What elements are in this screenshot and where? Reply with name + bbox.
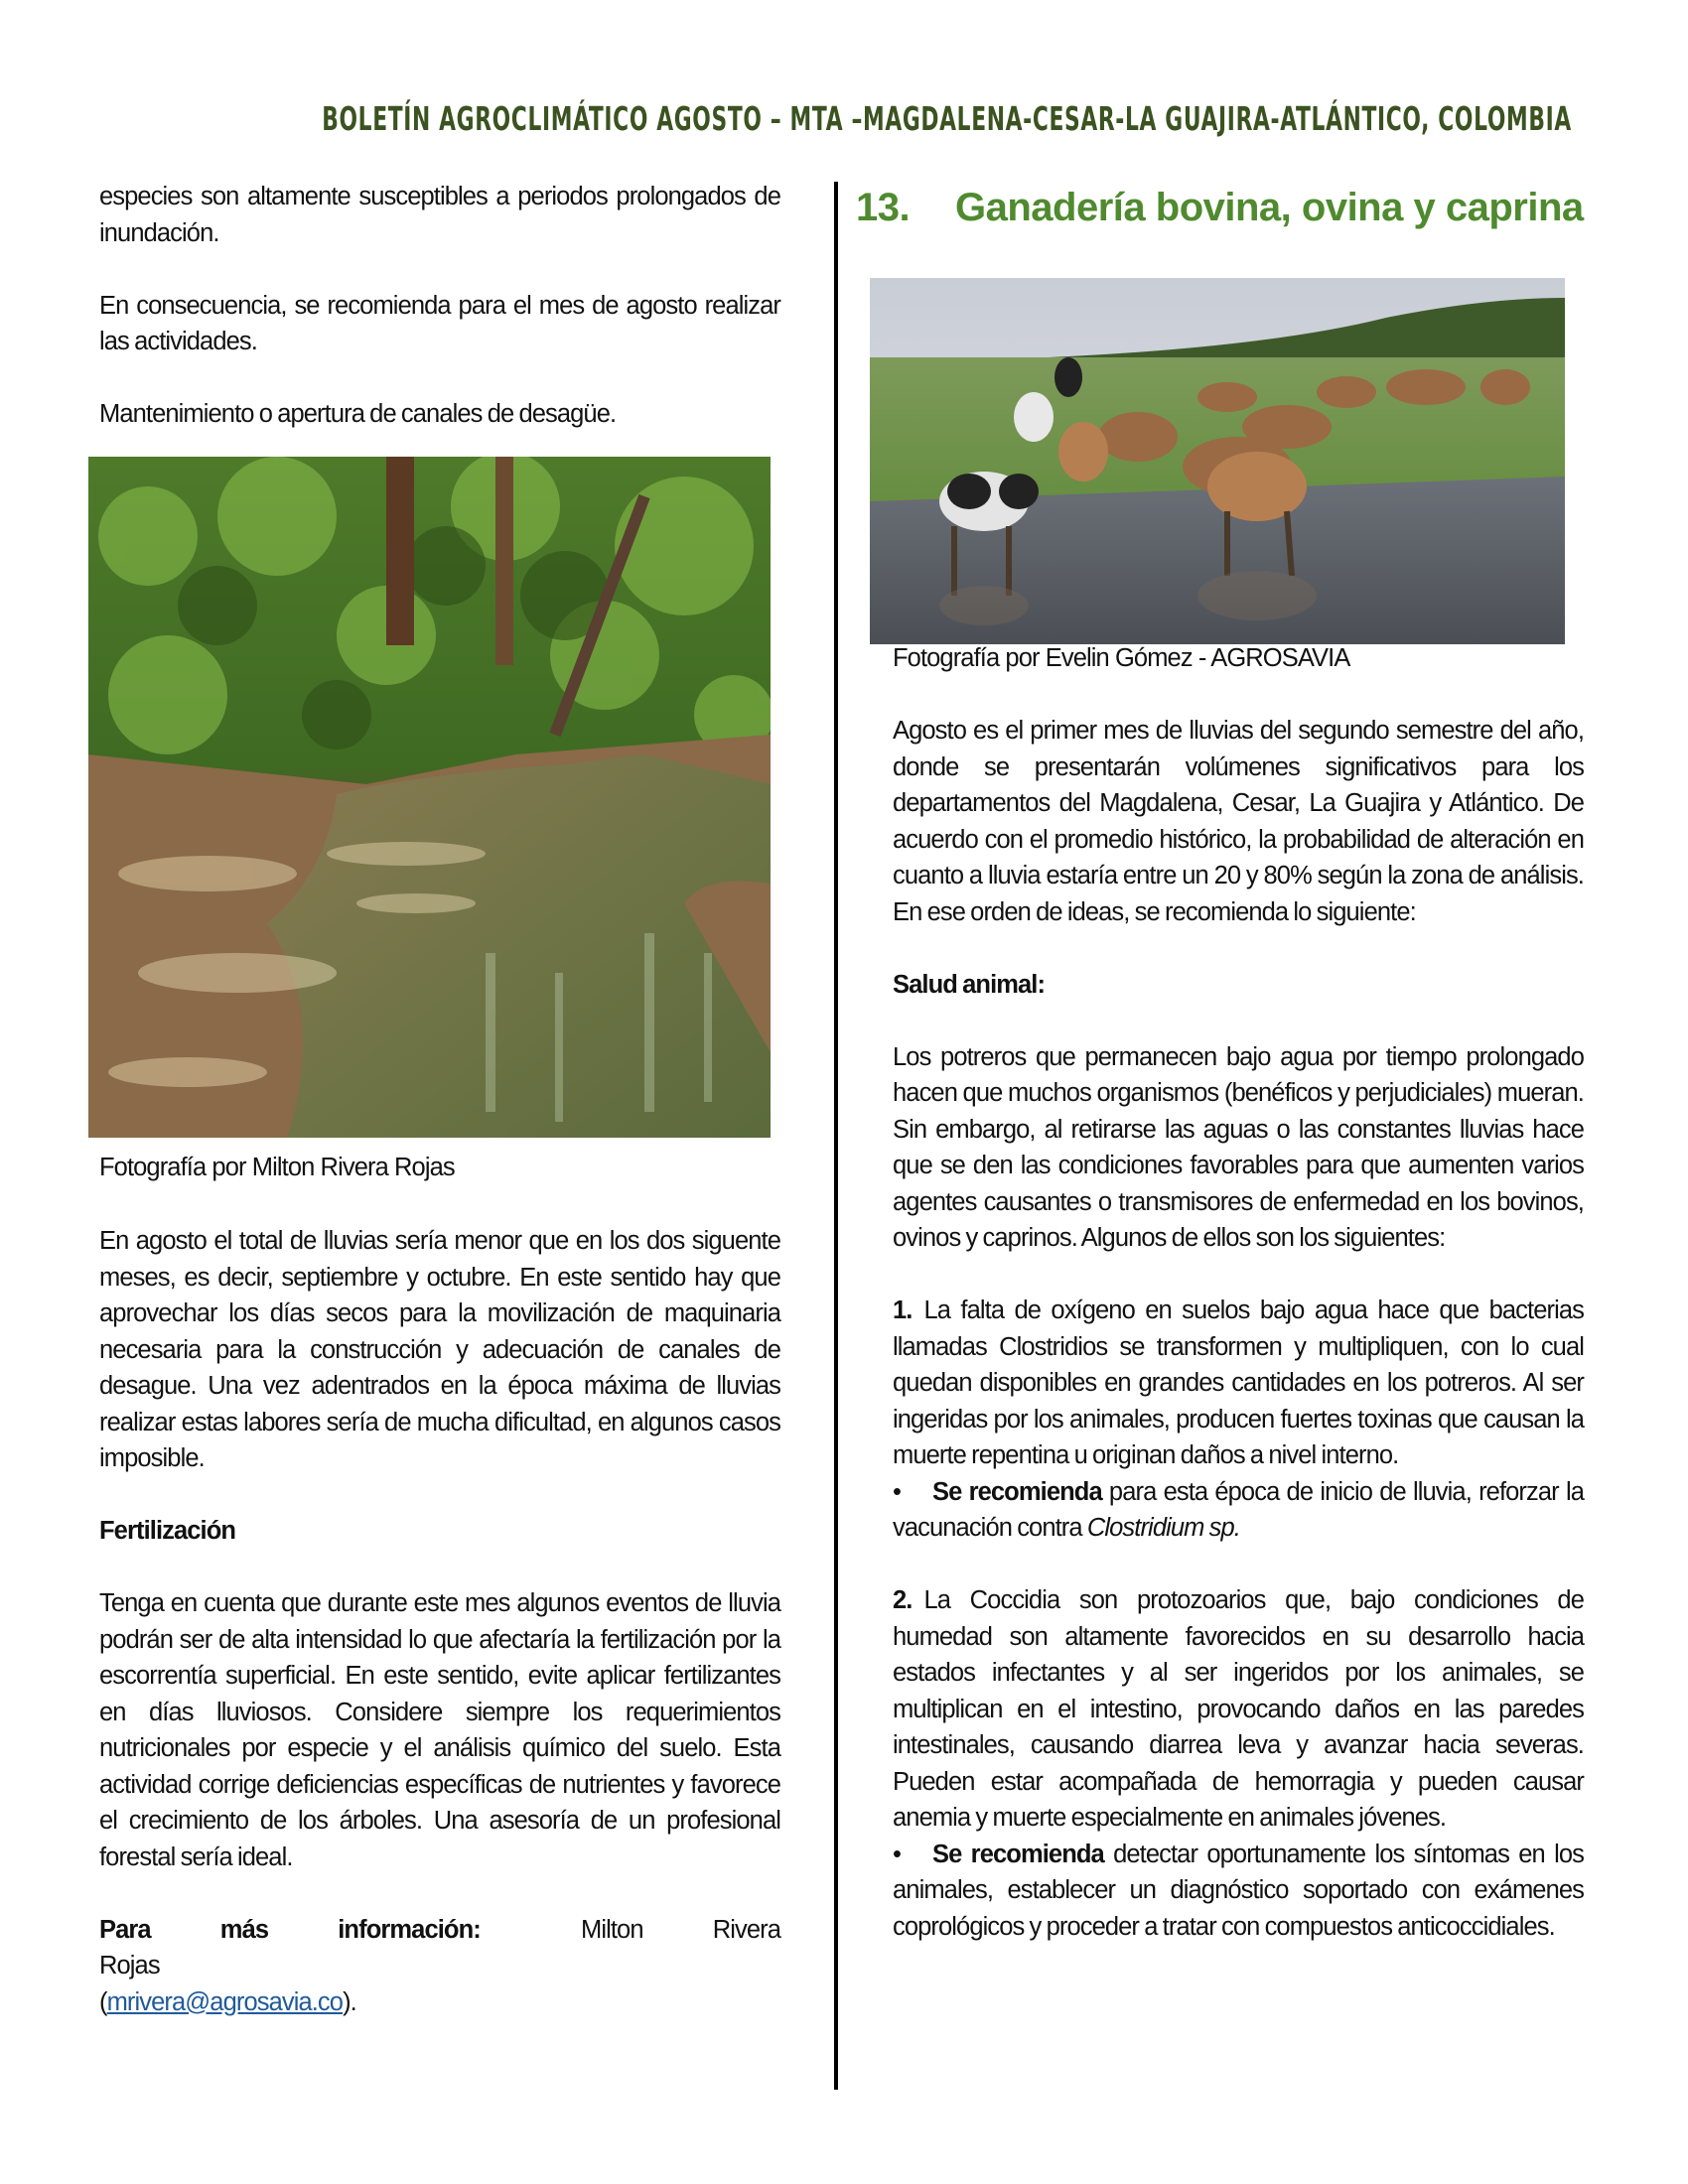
item-2-text xyxy=(893,1582,1584,1837)
item-1-recommendation xyxy=(893,1474,1584,1547)
health-heading: Salud animal: xyxy=(893,970,1046,999)
activity-line: Mantenimiento o apertura de canales de desagüe. xyxy=(99,400,617,428)
left-column-lower xyxy=(99,1223,780,2020)
right-column-body xyxy=(893,713,1584,1945)
recommendation-intro: En consecuencia, se recomienda para el mes de agosto realizar las actividades. xyxy=(99,291,780,355)
item-2-number: 2. xyxy=(893,1586,913,1614)
item-1-rec-bold: Se recomienda xyxy=(932,1477,1102,1506)
left-column xyxy=(99,179,780,433)
contact-name: Milton Rivera Rojas xyxy=(99,1915,780,1979)
right-photo-caption-block xyxy=(893,640,1349,676)
rain-paragraph: En agosto el total de lluvias sería menor que en los dos siguente meses, es decir, septiembre y octubre. En este sentido hay que aprovechar los días secos para la movilización de maquinaria necesaria para la construcción y adecuación de canales de desague. Una vez adentrados en la época máxima de lluvias realizar estas labores sería de mucha dificultad, en algunos casos imposible. xyxy=(99,1227,780,1472)
cattle-photo xyxy=(870,278,1565,644)
item-1-body: La falta de oxígeno en suelos bajo agua hace que bacterias llamadas Clostridios se transformen y multipliquen, con lo cual quedan disponibles en grandes cantidades en los potreros. Al ser ingeridas por los animales, producen fuertes toxinas que causan la muerte repentina u originan daños a nivel interno. xyxy=(893,1297,1584,1469)
column-divider xyxy=(834,182,838,2090)
item-1-rec-text: para esta época de inicio de lluvia, reforzar la vacunación contra xyxy=(893,1477,1584,1542)
forest-stream-photo xyxy=(88,457,771,1138)
right-photo-caption: Fotografía por Evelin Gómez - AGROSAVIA xyxy=(893,644,1350,672)
item-2-body: La Coccidia son protozoarios que, bajo condiciones de humedad son altamente favorecidos en su desarrollo hacia estados infectantes y al ser ingeridos por los animales, se multiplican en el intestino, provocando daños en las paredes intestinales, causando diarrea leva y avanzar hacia severas. Pueden estar acompañada de hemorragia y pueden causar anemia y muerte especialmente en animales jóvenes. xyxy=(893,1586,1584,1832)
item-2-rec-text: detectar oportunamente los síntomas en los animales, establecer un diagnóstico soportado con exámenes coprológicos y proceder a tratar con compuestos anticoccidiales. xyxy=(893,1840,1584,1941)
item-2-rec-bold: Se recomienda xyxy=(932,1840,1104,1868)
left-photo-caption: Fotografía por Milton Rivera Rojas xyxy=(99,1154,455,1181)
item-2-recommendation xyxy=(893,1837,1584,1946)
section-heading xyxy=(856,186,1584,230)
contact-open-paren: ( xyxy=(99,1987,107,2016)
bullet-icon: • xyxy=(893,1840,902,1868)
contact-line xyxy=(99,1912,780,2021)
left-photo-caption-block xyxy=(99,1150,455,1185)
section-number: 13. xyxy=(856,186,911,229)
bulletin-title: BOLETÍN AGROCLIMÁTICO AGOSTO – MTA –MAGDALENA-CESAR-LA GUAJIRA-ATLÁNTICO, COLOMBIA xyxy=(322,99,1572,138)
fertilization-body: Tenga en cuenta que durante este mes algunos eventos de lluvia podrán ser de alta intensidad lo que afectaría la fertilización por la escorrentía superficial. En este sentido, evite aplicar fertilizantes en días lluviosos. Considere siempre los requerimientos nutricionales por especie y el análisis químico del suelo. Esta actividad corrige deficiencias específicas de nutrientes y favorece el crecimiento de los árboles. Una asesoría de un profesional forestal sería ideal. xyxy=(99,1589,780,1871)
contact-close: ). xyxy=(343,1987,356,2016)
fertilization-heading: Fertilización xyxy=(99,1517,236,1545)
section-title: Ganadería bovina, ovina y caprina xyxy=(955,186,1584,229)
bullet-icon: • xyxy=(893,1477,902,1506)
bulletin-header xyxy=(0,99,1688,138)
item-1-text xyxy=(893,1293,1584,1474)
intro-continuation: especies son altamente susceptibles a periodos prolongados de inundación. xyxy=(99,183,780,247)
cattle-image xyxy=(870,278,1565,644)
item-1-number: 1. xyxy=(893,1297,913,1324)
forest-stream-image xyxy=(88,457,771,1138)
contact-label: Para más información: xyxy=(99,1915,481,1944)
livestock-intro: Agosto es el primer mes de lluvias del segundo semestre del año, donde se presentarán volúmenes significativos para los departamentos del Magdalena, Cesar, La Guajira y Atlántico. De acuerdo con el promedio histórico, la probabilidad de alteración en cuanto a lluvia estaría entre un 20 y 80% según la zona de análisis. En ese orden de ideas, se recomienda lo siguiente: xyxy=(893,717,1584,926)
contact-email-link[interactable]: mrivera@agrosavia.co xyxy=(106,1987,344,2016)
item-1-rec-italic: Clostridium sp. xyxy=(1086,1514,1240,1542)
health-body: Los potreros que permanecen bajo agua por tiempo prolongado hacen que muchos organismos (benéficos y perjudiciales) mueran. Sin embargo, al retirarse las aguas o las constantes lluvias hace que se den las condiciones favorables para que aumenten varios agentes causantes o transmisores de enfermedad en los bovinos, ovinos y caprinos. Algunos de ellos son los siguientes: xyxy=(893,1042,1584,1252)
